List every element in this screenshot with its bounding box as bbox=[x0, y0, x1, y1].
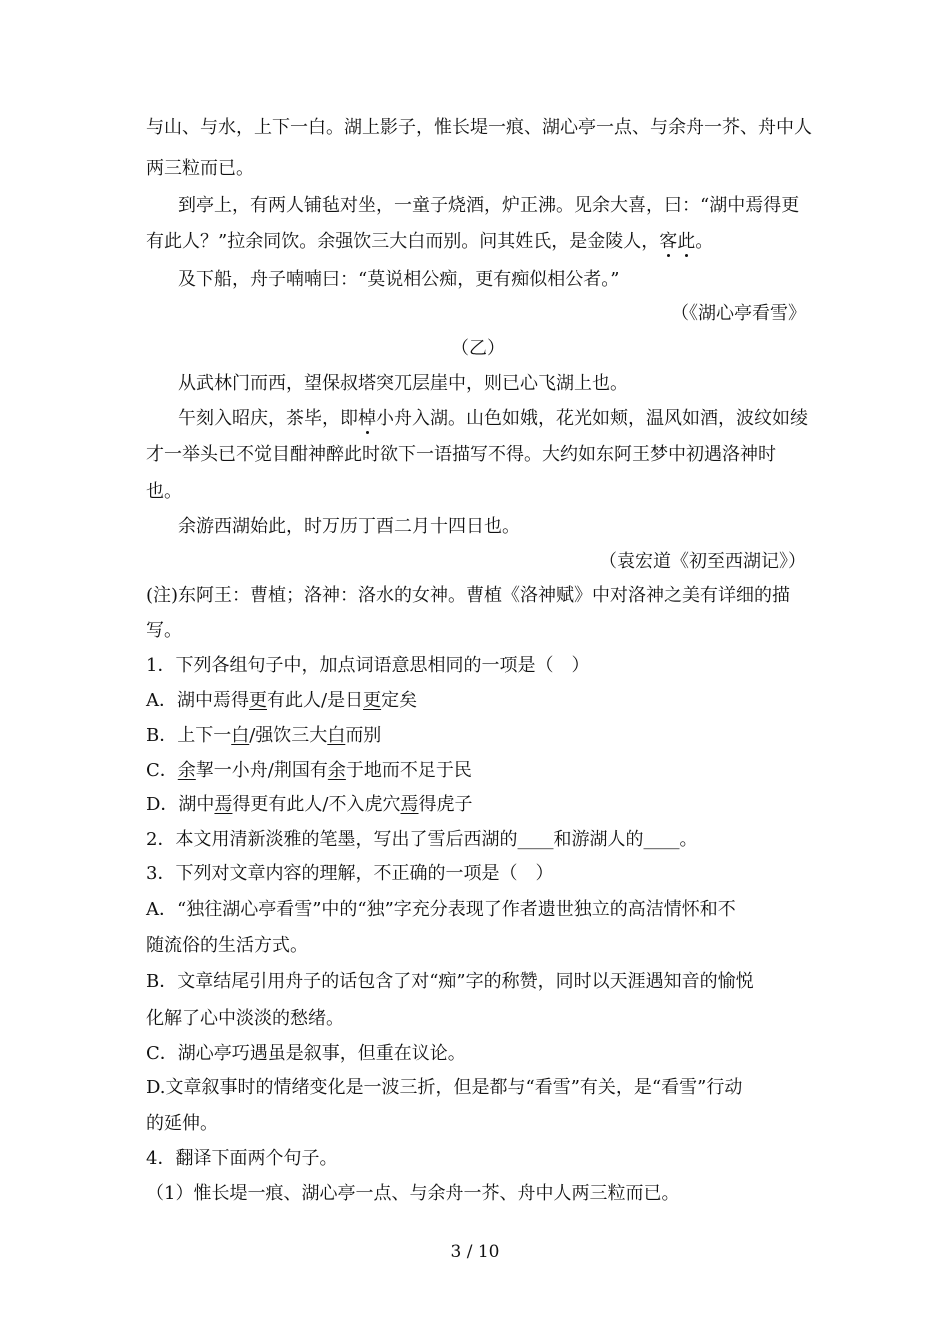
note-line: (注)东阿王：曹植；洛神：洛水的女神。曹植《洛神赋》中对洛神之美有详细的描 bbox=[146, 585, 791, 606]
question-3-option-d-cont: 的延伸。 bbox=[146, 1113, 218, 1134]
passage-b-line: 也。 bbox=[146, 481, 182, 502]
passage-a-source: （《湖心亭看雪》 bbox=[671, 303, 806, 324]
question-3-option-d: D.文章叙事时的情绪变化是一波三折，但是都与“看雪”有关，是“看雪”行动 bbox=[146, 1077, 743, 1098]
question-3-option-a-cont: 随流俗的生活方式。 bbox=[146, 935, 308, 956]
question-4-sentence-1: （1）惟长堤一痕、湖心亭一点、与余舟一芥、舟中人两三粒而已。 bbox=[146, 1183, 680, 1204]
question-3-option-b-cont: 化解了心中淡淡的愁绪。 bbox=[146, 1008, 344, 1029]
passage-b-line: 午刻入昭庆，茶毕，即棹小舟入湖。山色如娥，花光如颊，温风如酒，波纹如绫 bbox=[178, 408, 808, 429]
note-line: 写。 bbox=[146, 620, 182, 641]
passage-a-line: 与山、与水，上下一白。湖上影子，惟长堤一痕、湖心亭一点、与余舟一芥、舟中人 bbox=[146, 117, 812, 138]
question-4-stem: 4．翻译下面两个句子。 bbox=[146, 1148, 338, 1169]
question-1-option-a: A．湖中焉得更有此人/是日更定矣 bbox=[146, 690, 418, 711]
passage-b-line: 从武林门而西，望保叔塔突兀层崖中，则已心飞湖上也。 bbox=[178, 373, 628, 394]
dotted-char: 此 bbox=[677, 231, 696, 252]
passage-b-line: 余游西湖始此，时万历丁酉二月十四日也。 bbox=[178, 516, 520, 537]
page-number: 3 / 10 bbox=[450, 1242, 500, 1262]
question-3-option-c: C．湖心亭巧遇虽是叙事，但重在议论。 bbox=[146, 1043, 466, 1064]
question-3-option-a: A．“独往湖心亭看雪”中的“独”字充分表现了作者遗世独立的高洁情怀和不 bbox=[146, 899, 736, 920]
dotted-char: 棹 bbox=[358, 408, 376, 429]
passage-a-line: 到亭上，有两人铺毡对坐，一童子烧酒，炉正沸。见余大喜，曰：“湖中焉得更 bbox=[178, 195, 800, 216]
passage-b-label: （乙） bbox=[451, 338, 505, 359]
passage-b-source: （袁宏道《初至西湖记》） bbox=[599, 551, 806, 572]
question-3-stem: 3．下列对文章内容的理解，不正确的一项是（ ） bbox=[146, 863, 554, 884]
question-3-option-b: B．文章结尾引用舟子的话包含了对“痴”字的称赞，同时以天涯遇知音的愉悦 bbox=[146, 971, 754, 992]
question-2: 2．本文用清新淡雅的笔墨，写出了雪后西湖的____和游湖人的____。 bbox=[146, 829, 698, 850]
question-1-stem: 1．下列各组句子中，加点词语意思相同的一项是（ ） bbox=[146, 655, 590, 676]
passage-a-line: 及下船，舟子喃喃曰：“莫说相公痴，更有痴似相公者。” bbox=[178, 269, 620, 290]
question-1-option-d: D．湖中焉得更有此人/不入虎穴焉得虎子 bbox=[146, 794, 473, 815]
question-1-option-b: B．上下一白/强饮三大白而别 bbox=[146, 725, 382, 746]
dotted-char: 客 bbox=[659, 231, 678, 252]
passage-a-line: 有此人？”拉余同饮。余强饮三大白而别。问其姓氏，是金陵人，客此。 bbox=[146, 231, 714, 252]
passage-a-line: 两三粒而已。 bbox=[146, 158, 254, 179]
question-1-option-c: C．余挈一小舟/荆国有余于地而不足于民 bbox=[146, 760, 472, 781]
passage-b-line: 才一举头已不觉目酣神醉此时欲下一语描写不得。大约如东阿王梦中初遇洛神时 bbox=[146, 444, 776, 465]
